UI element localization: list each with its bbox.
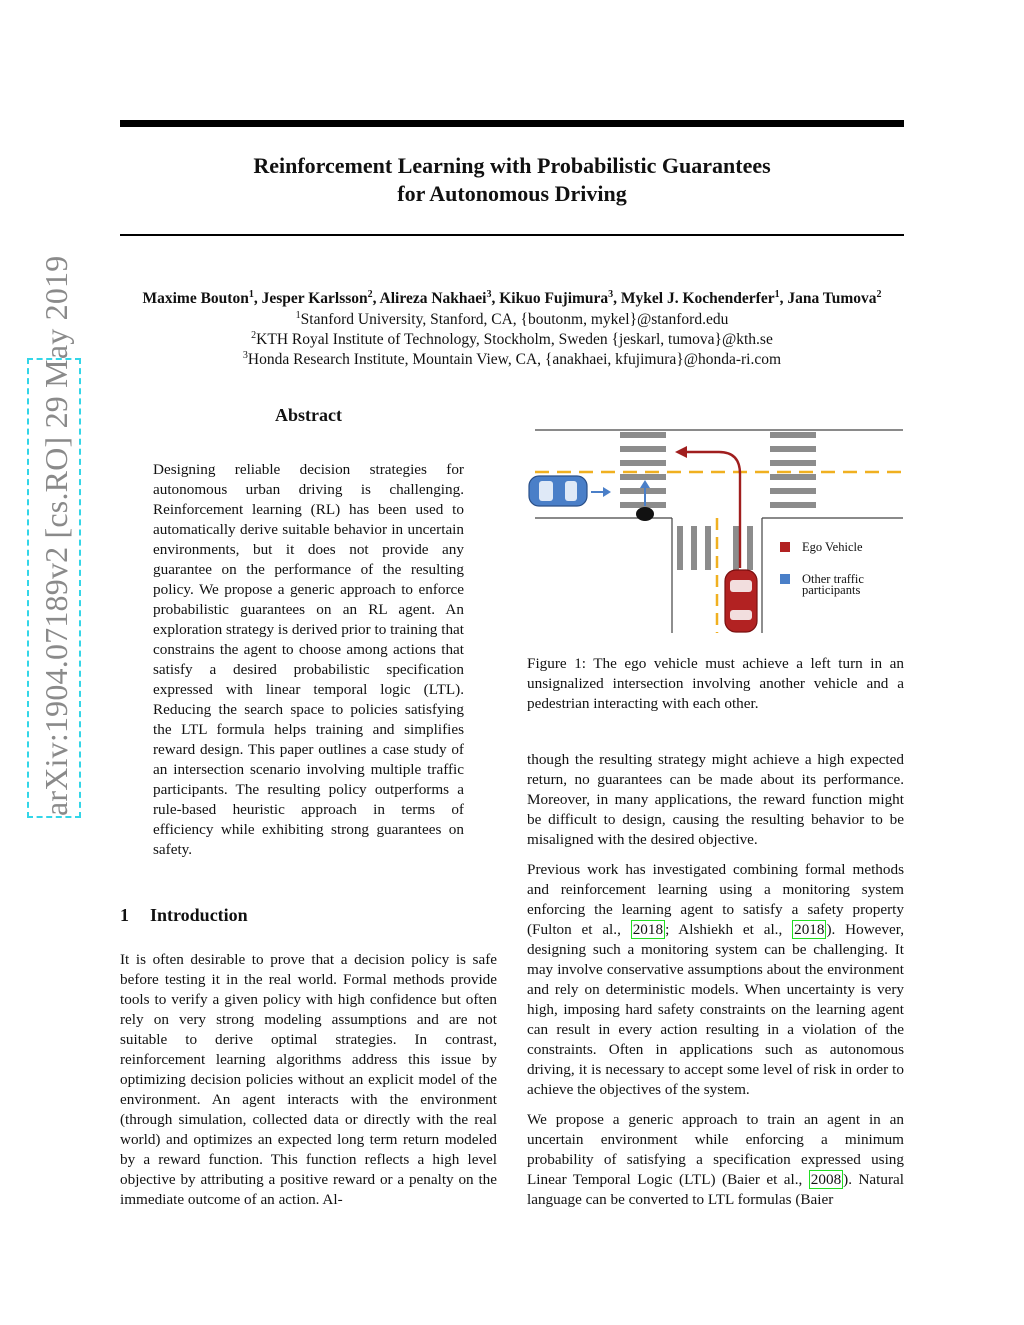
affiliation-line [120,330,904,350]
author: Jesper Karlsson [261,290,368,307]
abstract-heading: Abstract [275,405,342,425]
affiliation-line [120,350,904,370]
author-affiliation-mark: 2 [367,288,373,300]
text-run: ; Alshiekh et al., [665,921,793,938]
intro-paragraph [120,950,497,1210]
abstract-text: Designing reliable decision strategies for autonomous urban driving is challenging. Reinforcement learning (RL) has been used to automatically derive suitable behavior in uncertain environments, but it does not provide any guarantee on the performance of the resulting policy. We propose a generic approach to enforce probabilistic guarantees on an RL agent. An exploration strategy is derived prior to training that constrains the agent to choose among actions that satisfy a desired probabilistic specification expressed with linear temporal logic (LTL). Reducing the search space to policies satisfying the LTL formula helps training and simplifies reward design. This paper outlines a case study of an intersection scenario involving multiple traffic participants. The resulting policy outperforms a rule-based heuristic approach in terms of efficiency while exhibiting strong guarantees on safety. [153,461,464,858]
figure-caption: Figure 1: The ego vehicle must achieve a left turn in an unsignalized intersection involving another vehicle and a pedestrian interacting with each other. [527,655,904,712]
author: Maxime Bouton [142,290,249,307]
affiliation-text: KTH Royal Institute of Technology, Stockholm, Sweden {jeskarl, tumova}@kth.se [256,331,773,348]
pedestrian-arrowhead [640,480,650,488]
text-run: ). Natural language can be converted to LTL formulas (Baier [527,1171,904,1208]
section-title: Introduction [150,905,248,925]
text-run: Previous work has investigated combining formal methods and reinforcement learning using a monitoring system enforcing the learning agent to satisfy a safety property (Fulton et al., [527,861,904,938]
paragraph [527,860,904,1100]
crosswalk-north-west [620,432,666,508]
crosswalk-south [677,526,753,570]
legend-ego-swatch [780,542,790,552]
author-affiliation-mark: 2 [876,288,882,300]
affiliation-number: 2 [251,329,257,341]
section-heading-introduction [120,905,248,926]
arxiv-stamp: arXiv:1904.07189v2 [cs.RO] 29 May 2019 [27,358,81,818]
title-rule-top [120,120,904,127]
right-column [527,750,904,1210]
paper-title-line-1: Reinforcement Learning with Probabilistic Guarantees [253,153,771,178]
affiliation-number: 3 [242,349,248,361]
paragraph: though the resulting strategy might achieve a high expected return, no guarantees can be made about its performance. Moreover, in many applications, the reward function might be difficult to design, causing the resulting behavior to be misaligned with the desired objective. [527,751,904,848]
title-rule-bottom [120,234,904,236]
citation-link[interactable]: 2018 [794,921,825,938]
figure-intersection-diagram [527,418,907,638]
legend-other-label-2: participants [802,583,861,597]
affiliation-text: Honda Research Institute, Mountain View, CA, {anakhaei, kfujimura}@honda-ri.com [247,351,782,368]
legend-other-label-1: Other traffic [802,572,864,586]
paper-title-line-2: for Autonomous Driving [397,181,627,206]
affiliation-number: 1 [295,309,301,321]
other-vehicle-arrowhead [603,487,611,497]
author-affiliation-mark: 3 [486,288,492,300]
ego-path-arrowhead [675,446,687,458]
affiliation-text: Stanford University, Stanford, CA, {boutonm, mykel}@stanford.edu [300,311,729,328]
section-number: 1 [120,905,129,925]
pedestrian [636,507,654,521]
author-affiliation-mark: 1 [774,288,780,300]
author: Jana Tumova [787,290,877,307]
text-run: ). However, designing such a monitoring system can be challenging. It may involve conservative assumptions about the environment and rely on deterministic models. When uncertainty is very high, imposing hard safety constraints on the learning agent can result in every action resulting in a violation of the constraints. Often in applications such as autonomous driving, it is necessary to accept some level of risk in order to achieve the objectives of the system. [527,921,904,1098]
crosswalk-north-east [770,432,816,508]
paragraph [527,1110,904,1210]
author: Alireza Nakhaei [379,290,487,307]
author: Kikuo Fujimura [499,290,609,307]
author: Mykel J. Kochenderfer [620,290,775,307]
citation-link[interactable]: 2008 [810,1171,842,1188]
other-vehicle [529,476,587,506]
ego-vehicle [725,570,757,632]
paragraph: It is often desirable to prove that a decision policy is safe before testing it in the real world. Formal methods provide tools to verify a given policy with high confidence but often rely on very strong modeling assumptions and are not suitable to derive optimal strategies. In contrast, reinforcement learning algorithms address this issue by optimizing decision policies without an explicit model of the environment. An agent interacts with the environment (through simulation, collected data or directly with the real world) and optimizes an expected long term return modeled by a reward function. This function reflects a high level objective by attributing a positive reward or a penalty on the immediate outcome of an action. Al- [120,951,497,1208]
citation-link[interactable]: 2018 [632,921,664,938]
author-list: Maxime Bouton$^1$, Jesper Karlsson$^2$, Alireza Nakhaei$^3$, Kikuo Fujimura$^3$, Mykel J. Kochenderfer$^1$, Jana Tumova$^2$ [142,288,882,307]
text-run: We propose a generic approach to train an agent in an uncertain environment while enforcing a minimum probability of satisfying a specification expressed using Linear Temporal Logic (LTL) (Baier et al., [527,1111,904,1188]
author-affiliation-mark: 1 [248,288,254,300]
affiliation-line [120,310,904,330]
legend-ego-label: Ego Vehicle [802,540,863,554]
legend-other-swatch [780,574,790,584]
author-affiliation-mark: 3 [608,288,614,300]
